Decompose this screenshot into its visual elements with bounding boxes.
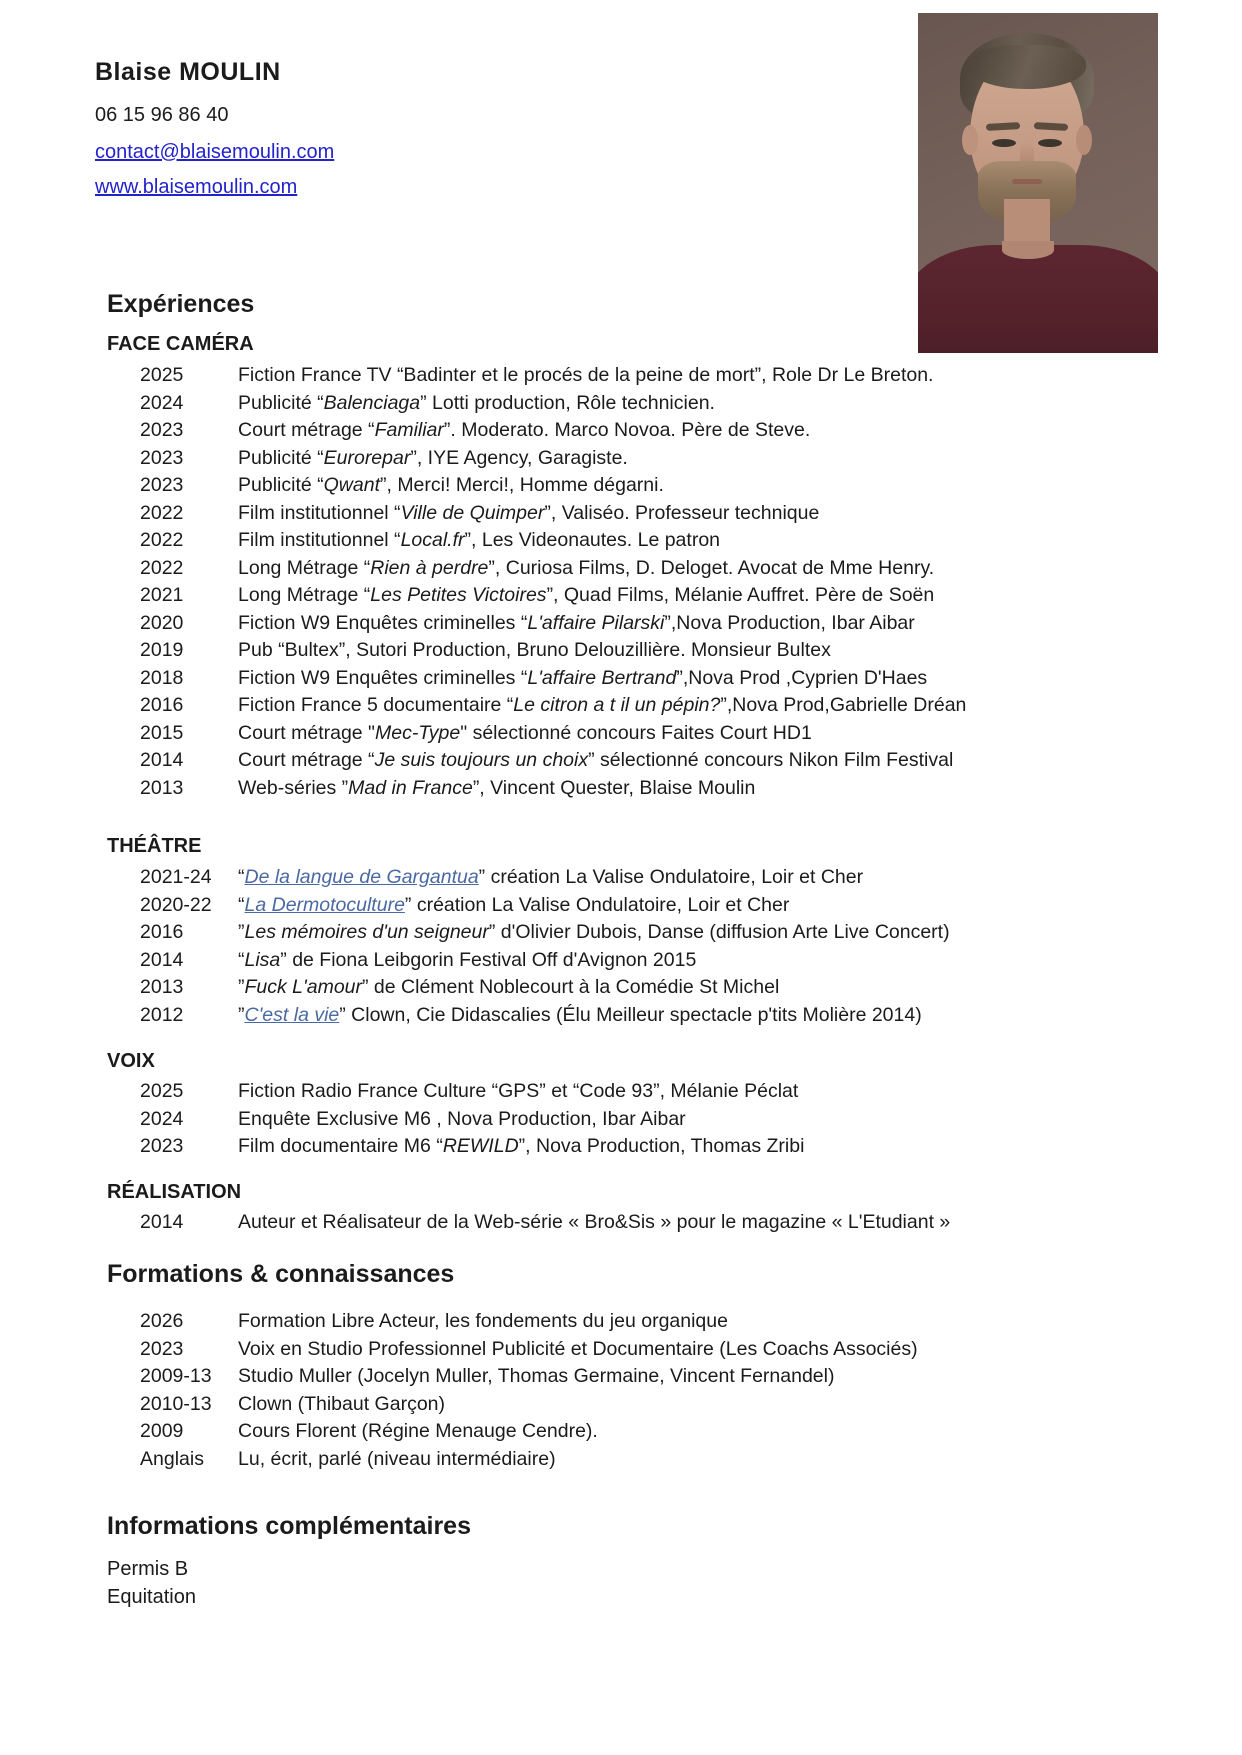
text-segment: Clown (Thibaut Garçon) <box>238 1392 445 1415</box>
experience-row <box>140 1209 1160 1237</box>
text-segment: Qwant <box>323 474 380 496</box>
text-segment: ”, Les Videonautes. Le patron <box>464 529 721 551</box>
text-segment: Publicité “ <box>238 474 324 496</box>
email-link[interactable]: contact@blaisemoulin.com <box>95 141 335 163</box>
row-description <box>238 864 1160 892</box>
experience-row <box>140 720 1160 748</box>
row-year: 2025 <box>140 1080 184 1102</box>
row-description <box>238 919 1160 947</box>
row-description <box>238 390 1160 418</box>
row-year: 2012 <box>140 1003 184 1026</box>
text-segment: Familiar <box>374 419 444 441</box>
info-line: Permis B <box>107 1558 189 1580</box>
row-year: 2023 <box>140 1135 184 1157</box>
experiences-heading: Expériences <box>107 290 255 318</box>
experience-row <box>140 947 1160 975</box>
row-year: 2014 <box>140 749 184 771</box>
row-description <box>238 665 1160 693</box>
text-segment: Lu, écrit, parlé (niveau intermédiaire) <box>238 1447 556 1470</box>
row-year: 2023 <box>140 446 184 469</box>
row-description <box>238 974 1160 1002</box>
text-segment: Ville de Quimper <box>400 501 545 524</box>
photo-mouth <box>1012 179 1042 184</box>
row-year: 2022 <box>140 501 184 524</box>
experience-row <box>140 500 1160 528</box>
informations-lines <box>107 1556 196 1611</box>
row-year: 2010-13 <box>140 1392 212 1415</box>
text-segment: ”, Valiséo. Professeur technique <box>544 501 820 524</box>
experience-row <box>140 390 1160 418</box>
row-description <box>238 527 1160 555</box>
text-segment: Fiction Radio France Culture “GPS” et “Code 93”, Mélanie Péclat <box>238 1080 799 1102</box>
row-year: 2013 <box>140 776 184 799</box>
theatre-title-link[interactable]: La Dermotoculture <box>244 893 405 916</box>
theatre-rows <box>140 864 1160 1029</box>
row-description <box>238 445 1160 473</box>
row-description <box>238 610 1160 638</box>
row-year: 2024 <box>140 391 184 414</box>
experience-row <box>140 1336 1160 1364</box>
row-description <box>238 1209 1160 1237</box>
experience-row <box>140 775 1160 803</box>
text-segment: ”, Curiosa Films, D. Deloget. Avocat de Mme Henry. <box>488 556 935 579</box>
row-description <box>238 1446 1160 1474</box>
text-segment: ”,Nova Production, Ibar Aibar <box>664 611 915 634</box>
text-segment: Film institutionnel “ <box>238 501 401 524</box>
experience-row <box>140 974 1160 1002</box>
row-year: 2014 <box>140 948 184 971</box>
photo-eye-left <box>992 139 1016 147</box>
experience-row <box>140 1078 1160 1106</box>
text-segment: ”,Nova Prod,Gabrielle Dréan <box>720 694 967 716</box>
text-segment: Long Métrage “ <box>238 556 371 579</box>
text-segment: ” création La Valise Ondulatoire, Loir et Cher <box>478 866 864 888</box>
text-segment: Voix en Studio Professionnel Publicité et Documentaire (Les Coachs Associés) <box>238 1337 918 1360</box>
text-segment: ” de Fiona Leibgorin Festival Off d'Avignon 2015 <box>280 948 697 971</box>
text-segment: Les Petites Victoires <box>370 584 547 606</box>
text-segment: ”, Quad Films, Mélanie Auffret. Père de Soën <box>546 584 935 606</box>
text-segment: Web-séries ” <box>238 776 349 799</box>
headshot-photo <box>918 13 1158 353</box>
experience-row <box>140 1446 1160 1474</box>
row-year: 2025 <box>140 364 184 386</box>
theatre-heading: THÉÂTRE <box>107 835 202 857</box>
row-year: 2009 <box>140 1420 184 1442</box>
text-segment: Mec-Type <box>374 721 461 744</box>
text-segment: Auteur et Réalisateur de la Web-série « Bro&Sis » pour le magazine « L'Etudiant » <box>238 1211 951 1233</box>
experience-row <box>140 582 1160 610</box>
text-segment: ”, IYE Agency, Garagiste. <box>410 446 628 469</box>
formations-heading: Formations & connaissances <box>107 1260 455 1288</box>
experience-row <box>140 892 1160 920</box>
text-segment: Publicité “ <box>238 446 324 469</box>
row-description <box>238 947 1160 975</box>
text-segment: ” d'Olivier Dubois, Danse (diffusion Arte Live Concert) <box>488 921 950 943</box>
text-segment: Court métrage “ <box>238 419 375 441</box>
text-segment: ” sélectionné concours Nikon Film Festival <box>588 749 954 771</box>
text-segment: ” <box>238 976 245 998</box>
text-segment: Les mémoires d'un seigneur <box>244 921 489 943</box>
experience-row <box>140 864 1160 892</box>
text-segment: Enquête Exclusive M6 , Nova Production, Ibar Aibar <box>238 1107 686 1130</box>
experience-row <box>140 692 1160 720</box>
text-segment: Publicité “ <box>238 391 324 414</box>
photo-collar <box>1002 241 1054 259</box>
text-segment: Film documentaire M6 “ <box>238 1135 443 1157</box>
face-camera-heading: FACE CAMÉRA <box>107 333 254 355</box>
row-description <box>238 1336 1160 1364</box>
text-segment: ” <box>238 1003 245 1026</box>
row-description <box>238 500 1160 528</box>
text-segment: Court métrage " <box>238 721 375 744</box>
row-year: 2022 <box>140 529 184 551</box>
experience-row <box>140 610 1160 638</box>
row-year: 2015 <box>140 721 184 744</box>
photo-ear-right <box>1076 125 1092 155</box>
row-description <box>238 1391 1160 1419</box>
experience-row <box>140 747 1160 775</box>
row-description <box>238 417 1160 445</box>
experience-row <box>140 527 1160 555</box>
text-segment: Formation Libre Acteur, les fondements du jeu organique <box>238 1310 728 1332</box>
text-segment: Fiction France TV “Badinter et le procés de la peine de mort”, Role Dr Le Breton. <box>238 364 934 386</box>
text-segment: Fiction W9 Enquêtes criminelles “ <box>238 666 528 689</box>
text-segment: Balenciaga <box>323 391 421 414</box>
row-description <box>238 692 1160 720</box>
row-description <box>238 582 1160 610</box>
row-year: 2021-24 <box>140 866 212 888</box>
row-description <box>238 1106 1160 1134</box>
row-year: 2009-13 <box>140 1365 212 1387</box>
row-description <box>238 1418 1160 1446</box>
text-segment: Le citron a t il un pépin? <box>513 694 721 716</box>
row-year: 2024 <box>140 1107 184 1130</box>
info-line: Equitation <box>107 1585 196 1608</box>
text-segment: ” Clown, Cie Didascalies (Élu Meilleur spectacle p'tits Molière 2014) <box>339 1003 922 1026</box>
row-description <box>238 720 1160 748</box>
text-segment: Fiction France 5 documentaire “ <box>238 694 514 716</box>
row-description <box>238 1133 1160 1161</box>
text-segment: Je suis toujours un choix <box>374 749 589 771</box>
face-camera-rows <box>140 362 1160 802</box>
row-year: 2023 <box>140 419 184 441</box>
row-year: 2020 <box>140 611 184 634</box>
row-description <box>238 362 1160 390</box>
row-description <box>238 1363 1160 1391</box>
row-description <box>238 472 1160 500</box>
row-description <box>238 1308 1160 1336</box>
row-year: Anglais <box>140 1447 204 1470</box>
text-segment: Local.fr <box>400 529 465 551</box>
row-description <box>238 1078 1160 1106</box>
text-segment: L'affaire Pilarski <box>527 611 665 634</box>
text-segment: Rien à perdre <box>370 556 489 579</box>
person-name: Blaise MOULIN <box>95 58 281 86</box>
text-segment: Lisa <box>244 948 281 971</box>
formations-rows <box>140 1308 1160 1473</box>
row-year: 2023 <box>140 474 184 496</box>
experience-row <box>140 919 1160 947</box>
text-segment: ”, Vincent Quester, Blaise Moulin <box>472 776 756 799</box>
text-segment: " sélectionné concours Faites Court HD1 <box>460 721 812 744</box>
text-segment: Studio Muller (Jocelyn Muller, Thomas Germaine, Vincent Fernandel) <box>238 1365 835 1387</box>
text-segment: ” création La Valise Ondulatoire, Loir et Cher <box>404 893 790 916</box>
row-description <box>238 1002 1160 1030</box>
experience-row <box>140 637 1160 665</box>
photo-ear-left <box>962 125 978 155</box>
text-segment: Mad in France <box>348 776 473 799</box>
row-year: 2016 <box>140 921 184 943</box>
photo-sweater <box>918 245 1158 353</box>
text-segment: Fuck L'amour <box>244 976 363 998</box>
text-segment: Film institutionnel “ <box>238 529 401 551</box>
phone-number: 06 15 96 86 40 <box>95 104 229 126</box>
experience-row <box>140 555 1160 583</box>
experience-row <box>140 1106 1160 1134</box>
realisation-heading: RÉALISATION <box>107 1181 242 1203</box>
text-segment: ”,Nova Prod ,Cyprien D'Haes <box>676 666 928 689</box>
experience-row <box>140 1363 1160 1391</box>
experience-row <box>140 445 1160 473</box>
text-segment: “ <box>238 866 245 888</box>
experience-row <box>140 472 1160 500</box>
text-segment: Eurorepar <box>323 446 411 469</box>
row-year: 2016 <box>140 694 184 716</box>
experience-row <box>140 1133 1160 1161</box>
website-link[interactable]: www.blaisemoulin.com <box>95 176 298 198</box>
text-segment: ”, Merci! Merci!, Homme dégarni. <box>379 474 664 496</box>
row-year: 2023 <box>140 1337 184 1360</box>
row-description <box>238 775 1160 803</box>
text-segment: ” de Clément Noblecourt à la Comédie St Michel <box>362 976 780 998</box>
text-segment: ”, Nova Production, Thomas Zribi <box>518 1135 805 1157</box>
row-year: 2018 <box>140 666 184 689</box>
text-segment: ”. Moderato. Marco Novoa. Père de Steve. <box>443 419 811 441</box>
photo-eye-right <box>1038 139 1062 147</box>
row-description <box>238 747 1160 775</box>
text-segment: Cours Florent (Régine Menauge Cendre). <box>238 1420 598 1442</box>
text-segment: Long Métrage “ <box>238 584 371 606</box>
text-segment: ” <box>238 921 245 943</box>
text-segment: “ <box>238 948 245 971</box>
experience-row <box>140 362 1160 390</box>
row-year: 2019 <box>140 639 184 661</box>
text-segment: Fiction W9 Enquêtes criminelles “ <box>238 611 528 634</box>
row-description <box>238 637 1160 665</box>
theatre-title-link[interactable]: C'est la vie <box>244 1003 340 1026</box>
photo-hairline <box>968 45 1086 89</box>
row-year: 2013 <box>140 976 184 998</box>
row-year: 2020-22 <box>140 893 212 916</box>
row-description <box>238 555 1160 583</box>
text-segment: ” Lotti production, Rôle technicien. <box>420 391 715 414</box>
text-segment: “ <box>238 893 245 916</box>
row-year: 2014 <box>140 1211 184 1233</box>
row-year: 2021 <box>140 584 184 606</box>
row-year: 2026 <box>140 1310 184 1332</box>
text-segment: REWILD <box>442 1135 519 1157</box>
voix-rows <box>140 1078 1160 1161</box>
text-segment: L'affaire Bertrand <box>527 666 677 689</box>
informations-heading: Informations complémentaires <box>107 1512 471 1540</box>
text-segment: Pub “Bultex”, Sutori Production, Bruno Delouzillière. Monsieur Bultex <box>238 639 831 661</box>
experience-row <box>140 417 1160 445</box>
voix-heading: VOIX <box>107 1050 155 1072</box>
experience-row <box>140 1391 1160 1419</box>
experience-row <box>140 665 1160 693</box>
experience-row <box>140 1418 1160 1446</box>
experience-row <box>140 1002 1160 1030</box>
row-year: 2022 <box>140 556 184 579</box>
realisation-rows <box>140 1209 1160 1237</box>
row-description <box>238 892 1160 920</box>
experience-row <box>140 1308 1160 1336</box>
theatre-title-link[interactable]: De la langue de Gargantua <box>244 866 479 888</box>
text-segment: Court métrage “ <box>238 749 375 771</box>
